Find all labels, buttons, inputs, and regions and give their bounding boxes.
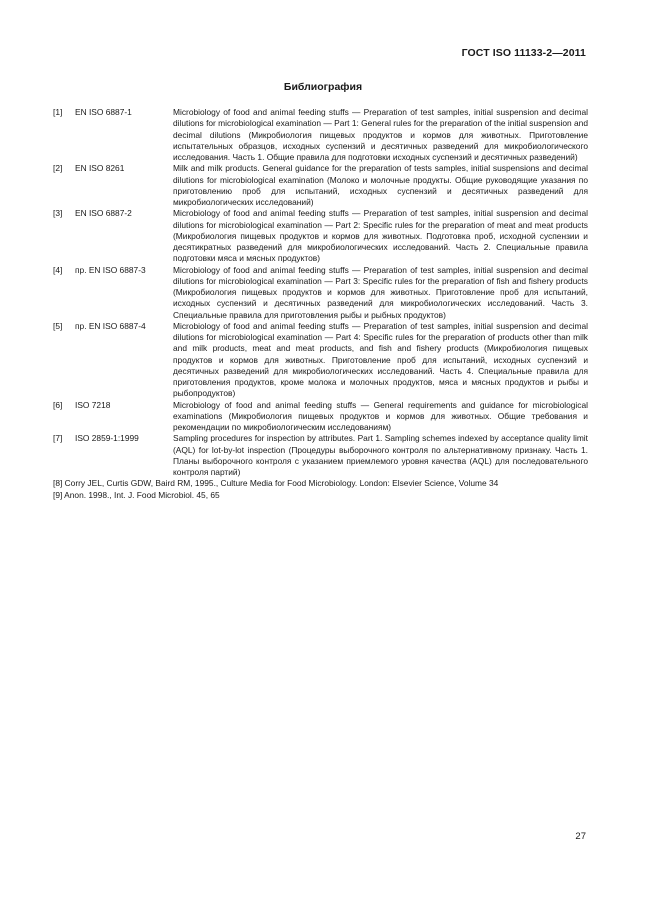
entry-number: [2] bbox=[53, 163, 63, 174]
entry-text: Microbiology of food and animal feeding stuffs — Preparation of test samples, initial suspension and decimal dilutions for microbiological examination — Part 4: Specific rules for the preparation of products other than milk and milk products, meat and meat products, and fish and fishery products (Микробиология пищевых продуктов и кормов для животных. Приготовление проб для испытаний, исходных суспензий и десятичных разведений для микробиологических исследований. Часть 4. Специальные правила для приготовления продуктов, кроме молока и молочных продуктов, мяса и мясных продуктов и рыбы и рыбопродуктов) bbox=[173, 320, 588, 399]
entry-number: [1] bbox=[53, 107, 63, 117]
bibliography-entry bbox=[53, 163, 588, 208]
bibliography-entry-extra: [8] Corry JEL, Curtis GDW, Baird RM, 1995., Culture Media for Food Microbiology. London: Elsevier Science, Volume 34 bbox=[53, 478, 499, 489]
bibliography-entry bbox=[53, 107, 588, 163]
entry-text: Microbiology of food and animal feeding stuffs — Preparation of test samples, initial suspension and decimal dilutions for microbiological examination — Part 3: Specific rules for the preparation of fish and fishery products (Микробиология пищевых продуктов и кормов для животных. Приготовление проб для испытаний, исходных суспензий и десятичных разведений для микробиологических исследований. Часть 3. Специальные правила для приготовления рыбы и рыбных продуктов) bbox=[173, 264, 588, 320]
bibliography-entry bbox=[53, 208, 588, 264]
entry-standard-code: EN ISO 6887-1 bbox=[75, 107, 132, 117]
entry-text: Microbiology of food and animal feeding stuffs — Preparation of test samples, initial suspension and decimal dilutions for microbiological examination — Part 1: General rules for the preparation of the initial suspension and decimal dilutions (Микробиология пищевых продуктов и кормов для животных. Приготовление испытательных образцов, исходных суспензий и десятичных разведений для микробиологического исследования. Часть 1. Общие правила для подготовки исходных суспензий и десятичных разведений) bbox=[173, 107, 588, 162]
entry-text: Milk and milk products. General guidance for the preparation of tests samples, initial suspensions and decimal dilutions for microbiological examination (Молоко и молочные продукты. Общие руководящие указания по приготовлению проб для испытаний, исходных суспензий и десятичных разведений для микробиологических исследований) bbox=[173, 163, 588, 207]
page-number: 27 bbox=[575, 831, 586, 842]
entry-standard-code: ISO 7218 bbox=[75, 399, 111, 410]
bibliography-entry bbox=[53, 265, 588, 321]
entry-standard-code: пр. EN ISO 6887-3 bbox=[75, 264, 146, 275]
bibliography-entry-extra: [9] Anon. 1998., Int. J. Food Microbiol. 45, 65 bbox=[53, 489, 220, 500]
entry-text: Sampling procedures for inspection by attributes. Part 1. Sampling schemes indexed by acceptance quality limit (AQL) for lot-by-lot inspection (Процедуры выборочного контроля по альтернативному признаку. Часть 1. Планы выборочного контроля с указанием приемлемого уровня качества (AQL) для последовательного контроля партий) bbox=[173, 433, 588, 477]
entry-number: [7] bbox=[53, 433, 63, 444]
entry-standard-code: EN ISO 8261 bbox=[75, 163, 125, 174]
entry-number: [4] bbox=[53, 264, 63, 275]
section-title: Библиография bbox=[283, 81, 363, 93]
bibliography-entry bbox=[53, 400, 588, 434]
bibliography-entry bbox=[53, 433, 588, 478]
entry-standard-code: ISO 2859-1:1999 bbox=[75, 433, 139, 444]
entry-standard-code: пр. EN ISO 6887-4 bbox=[75, 320, 146, 331]
bibliography-list bbox=[53, 107, 588, 501]
document-header: ГОСТ ISO 11133-2—2011 bbox=[461, 47, 586, 59]
entry-number: [5] bbox=[53, 320, 63, 331]
entry-text: Microbiology of food and animal feeding stuffs — General requirements and guidance for microbiological examinations (Микробиология пищевых продуктов и кормов для животных. Общие требования и рекомендации по микробиологическим исследованиям) bbox=[173, 399, 588, 432]
entry-number: [6] bbox=[53, 399, 63, 410]
entry-number: [3] bbox=[53, 208, 63, 219]
entry-text: Microbiology of food and animal feeding stuffs — Preparation of test samples, initial suspension and decimal dilutions for microbiological examination — Part 2: Specific rules for the preparation of meat and meat products (Микробиология пищевых продуктов и кормов для животных. Подготовка проб, исходной суспензии и десятикратных разведений для микробиологических исследований. Часть 2. Специальные правила подготовки мяса и мясных продуктов) bbox=[173, 208, 588, 264]
bibliography-entry bbox=[53, 321, 588, 400]
entry-standard-code: EN ISO 6887-2 bbox=[75, 208, 132, 219]
